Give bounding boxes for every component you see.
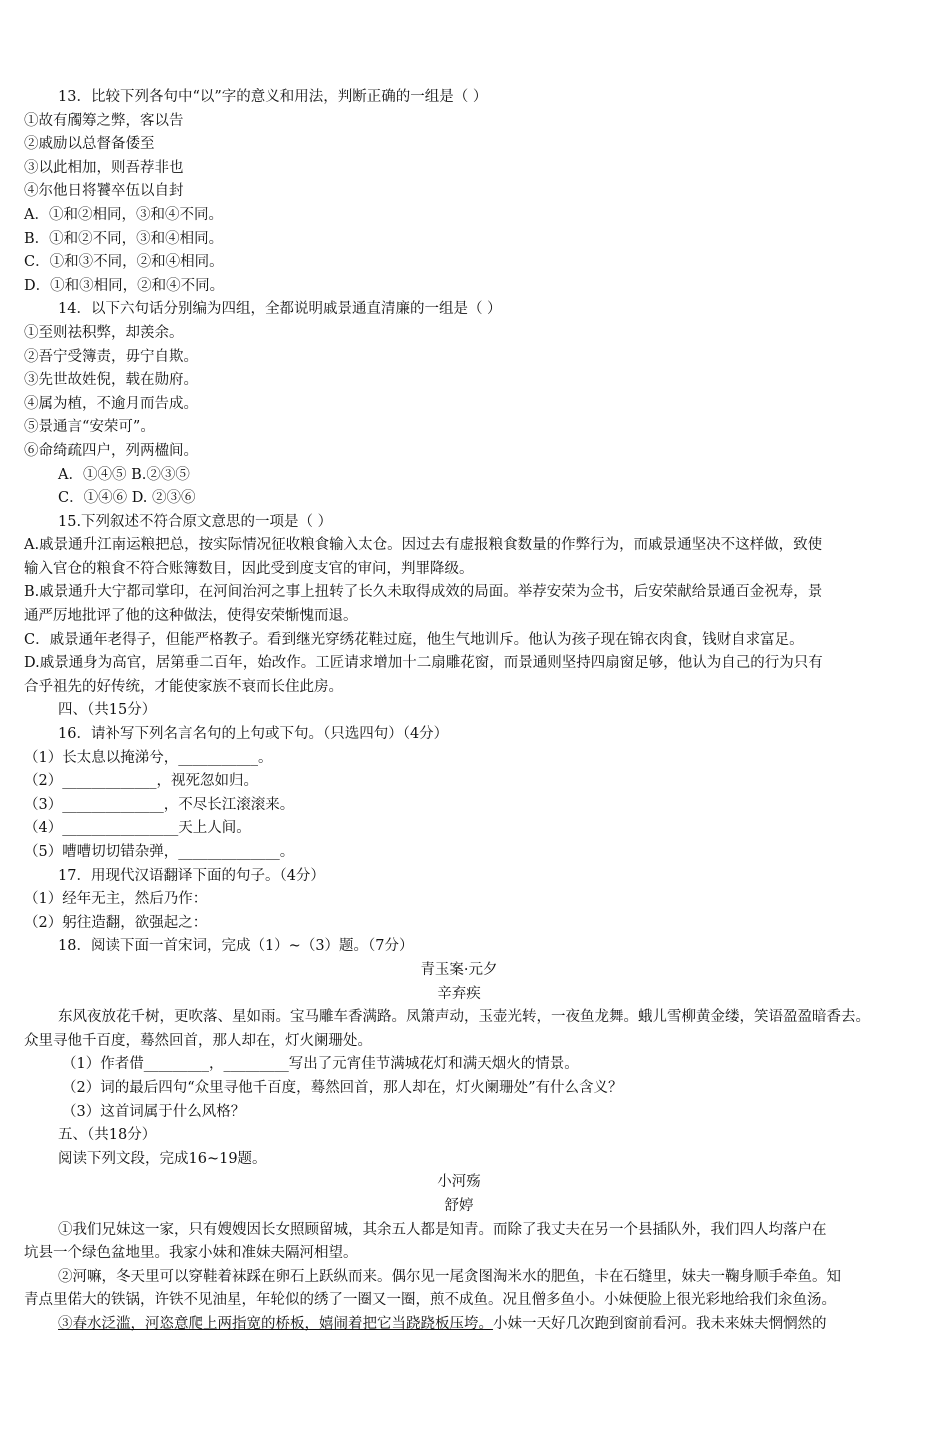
text-line: 辛弃疾 [437, 985, 481, 1002]
text-line: 坑县一个绿色盆地里。我家小妹和准妹夫隔河相望。 [24, 1245, 358, 1262]
text-line: （2）_____________，视死忽如归。 [24, 773, 258, 790]
text-line: （3）这首词属于什么风格？ [62, 1103, 246, 1120]
text-line: 五、（共18分） [58, 1127, 157, 1144]
text-line: 青玉案·元夕 [420, 961, 498, 978]
text-line: B.戚景通升大宁都司掌印，在河间治河之事上扭转了长久未取得成效的局面。举荐安荣为佥书，后安荣献给景通百金祝寿，景 [24, 584, 823, 601]
text-line: 四、（共15分） [58, 702, 157, 719]
text-line: ②河嘛，冬天里可以穿鞋着袜踩在卵石上跃纵而来。偶尔见一尾贪图淘米水的肥鱼，卡在石缝里，妹夫一鞠身顺手牵鱼。知 [58, 1268, 841, 1285]
sentence-continuation: 小妹一天好几次跑到窗前看河。我未来妹夫惘惘然的 [493, 1315, 827, 1332]
text-line: ④尔他日将饕卒伍以自封 [24, 183, 184, 200]
text-line: 输入官仓的粮食不符合账簿数目，因此受到度支官的审问，判罪降级。 [24, 560, 474, 577]
text-line: 东风夜放花千树，更吹落、星如雨。宝马雕车香满路。凤箫声动，玉壶光转，一夜鱼龙舞。蛾儿雪柳黄金缕，笑语盈盈暗香去。 [58, 1009, 870, 1026]
text-line: （1）长太息以掩涕兮，___________。 [24, 749, 273, 766]
text-line: 13．比较下列各句中“以”字的意义和用法，判断正确的一组是（ ） [58, 89, 488, 105]
text-line: ③以此相加，则吾荐非也 [24, 159, 184, 176]
text-line: 阅读下列文段，完成16~19题。 [58, 1150, 267, 1167]
text-line: 小河殇 [437, 1174, 481, 1191]
text-line: A．①④⑤ B.②③⑤ [58, 466, 190, 483]
text-line: 众里寻他千百度，蓦然回首，那人却在，灯火阑珊处。 [24, 1032, 372, 1049]
text-line: （3）______________，不尽长江滚滚来。 [24, 796, 295, 813]
text-line: 青点里偌大的铁锅，许铁不见油星，年轮似的绣了一圈又一圈，煎不成鱼。况且僧多鱼小。小妹便脸上很光彩地给我们汆鱼汤。 [24, 1292, 836, 1309]
text-line: ②戚励以总督备倭至 [24, 136, 155, 153]
text-line: ②吾宁受簿责，毋宁自欺。 [24, 348, 198, 365]
underlined-sentence: ③春水泛滥，河恣意爬上两指宽的桥板，嬉闹着把它当跷跷板压垮。 [58, 1315, 493, 1332]
text-line: D.戚景通身为高官，居第垂二百年，始改作。工匠请求增加十二扇雕花窗，而景通则坚持四扇窗足够，他认为自己的行为只有 [24, 655, 823, 672]
text-line: 18．阅读下面一首宋词，完成（1）~（3）题。（7分） [58, 938, 414, 955]
text-line [24, 1313, 894, 1337]
text-line: （1）作者借_________，_________写出了元宵佳节满城花灯和满天烟火的情景。 [62, 1056, 579, 1073]
text-line: C．①和③不同，②和④相同。 [24, 254, 224, 271]
text-line: （5）嘈嘈切切错杂弹，______________。 [24, 844, 295, 860]
text-line: （4）________________天上人间。 [24, 820, 251, 837]
text-line: （2）躬往造翻，欲强起之： [24, 914, 208, 931]
text-line: D．①和③相同，②和④不同。 [24, 277, 225, 294]
text-line: C．①④⑥ D. ②③⑥ [58, 490, 196, 507]
text-line: （1）经年无主，然后乃作： [24, 891, 208, 908]
text-line: ①我们兄妹这一家，只有嫂嫂因长女照顾留城，其余五人都是知青。而除了我丈夫在另一个县插队外，我们四人均落户在 [58, 1221, 827, 1238]
text-line: ③先世故姓倪，载在勋府。 [24, 372, 198, 389]
document-page [24, 86, 894, 1336]
text-line: 合乎祖先的好传统，才能使家族不衰而长住此房。 [24, 678, 343, 695]
text-line: ④属为植，不逾月而告成。 [24, 395, 198, 412]
text-line: 16．请补写下列名言名句的上句或下句。（只选四句）（4分） [58, 726, 449, 743]
text-line: B．①和②不同，③和④相同。 [24, 230, 224, 247]
text-line: 通严厉地批评了他的这种做法，使得安荣惭愧而退。 [24, 608, 358, 625]
text-line: ⑤景通言“安荣可”。 [24, 419, 155, 436]
text-line: 15.下列叙述不符合原文意思的一项是（ ） [58, 513, 333, 530]
text-line: 舒婷 [444, 1197, 474, 1214]
text-line: C．戚景通年老得子，但能严格教子。看到继光穿绣花鞋过庭，他生气地训斥。他认为孩子现在锦衣肉食，钱财自求富足。 [24, 631, 804, 648]
text-line: A.戚景通升江南运粮把总，按实际情况征收粮食输入太仓。因过去有虚报粮食数量的作弊行为，而戚景通坚决不这样做，致使 [24, 537, 823, 554]
text-line: 14．以下六句话分别编为四组，全都说明戚景通直清廉的一组是（ ） [58, 301, 502, 318]
text-line: ⑥命绮疏四户，列两楹间。 [24, 442, 198, 459]
text-line: ①故有斶筹之弊，客以告 [24, 112, 184, 129]
text-line: 17．用现代汉语翻译下面的句子。（4分） [58, 867, 325, 884]
text-line: ①至则祛积弊，却羡余。 [24, 324, 184, 341]
text-line: （2）词的最后四句“众里寻他千百度，蓦然回首，那人却在，灯火阑珊处”有什么含义？ [62, 1079, 623, 1096]
text-line: A．①和②相同，③和④不同。 [24, 206, 223, 223]
